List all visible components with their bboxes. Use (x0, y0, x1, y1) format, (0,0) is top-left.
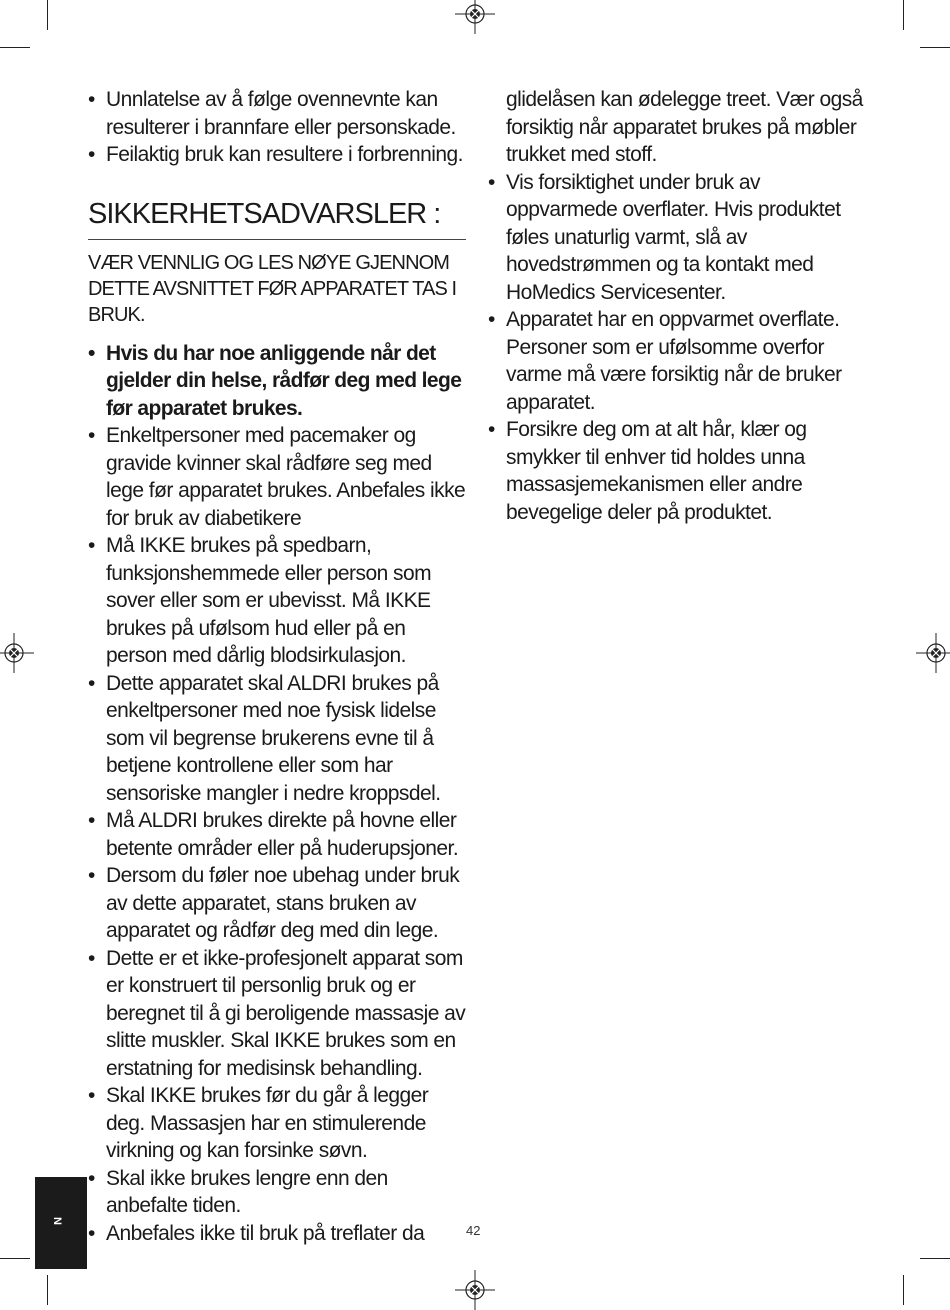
list-item: • Forsikre deg om at alt hår, klær og smykker til enhver tid holdes unna massasjemekanismen eller andre bevegelige deler på produktet. (488, 416, 866, 526)
list-item: • Anbefales ikke til bruk på treflater da (88, 1220, 466, 1248)
list-item: • Må IKKE brukes på spedbarn, funksjonshemmede eller person som sover eller som er ubevisst. Må IKKE brukes på ufølsom hud eller på en person med dårlig blodsirkulasjon. (88, 532, 466, 670)
side-tab-label: N (50, 1217, 63, 1225)
crop-mark (0, 1258, 30, 1259)
language-side-tab (35, 1177, 87, 1269)
registration-mark-icon (0, 633, 34, 673)
warning-list-continued (488, 86, 866, 526)
crop-mark (47, 1275, 48, 1305)
crop-mark (47, 0, 48, 30)
list-item: • Apparatet har en oppvarmet overflate. Personer som er ufølsomme overfor varme må være forsiktig når de bruker apparatet. (488, 306, 866, 416)
list-item: • Dette er et ikke-profesjonelt apparat som er konstruert til personlig bruk og er beregnet til å gi beroligende massasje av slitte muskler. Skal IKKE brukes som en erstatning for medisinsk behandling. (88, 945, 466, 1083)
crop-mark (920, 47, 950, 48)
page-number: 42 (466, 1223, 481, 1238)
registration-mark-icon (455, 1270, 495, 1310)
left-column (88, 86, 466, 1247)
section-heading: SIKKERHETSADVARSLER : (88, 197, 466, 240)
list-item: • Dette apparatet skal ALDRI brukes på enkeltpersoner med noe fysisk lidelse som vil begrense brukerens evne til å betjene kontrollene eller som har sensoriske mangler i nedre kroppsdel. (88, 670, 466, 808)
list-item: • Dersom du føler noe ubehag under bruk av dette apparatet, stans bruken av apparatet og rådfør deg med din lege. (88, 862, 466, 945)
list-item-continuation: glidelåsen kan ødelegge treet. Vær også forsiktig når apparatet brukes på møbler trukket med stoff. (506, 88, 863, 166)
list-item: • Må ALDRI brukes direkte på hovne eller betente områder eller på huderupsjoner. (88, 807, 466, 862)
crop-mark (903, 1275, 904, 1305)
list-item: • Skal IKKE brukes før du går å legger deg. Massasjen har en stimulerende virkning og kan forsinke søvn. (88, 1082, 466, 1165)
crop-mark (920, 1258, 950, 1259)
list-item: • Skal ikke brukes lengre enn den anbefalte tiden. (88, 1165, 466, 1220)
registration-mark-icon (455, 0, 495, 34)
list-item-bold: • Hvis du har noe anliggende når det gjelder din helse, rådfør deg med lege før apparatet brukes. (88, 340, 466, 423)
list-item: • Vis forsiktighet under bruk av oppvarmede overflater. Hvis produktet føles unaturlig varmt, slå av hovedstrømmen og ta kontakt med HoMedics Servicesenter. (488, 169, 866, 307)
list-item: • Unnlatelse av å følge ovennevnte kan resulterer i brannfare eller personskade. (88, 86, 466, 141)
registration-mark-icon (916, 633, 950, 673)
crop-mark (0, 47, 30, 48)
list-item: • Enkeltpersoner med pacemaker og gravide kvinner skal rådføre seg med lege før apparatet brukes. Anbefales ikke for bruk av diabetikere (88, 422, 466, 532)
section-intro: VÆR VENNLIG OG LES NØYE GJENNOM DETTE AVSNITTET FØR APPARATET TAS I BRUK. (88, 251, 457, 326)
intro-list (88, 86, 466, 169)
right-column (488, 86, 866, 526)
list-item: • Feilaktig bruk kan resultere i forbrenning. (88, 141, 466, 169)
warning-list (88, 340, 466, 1248)
crop-mark (903, 0, 904, 30)
